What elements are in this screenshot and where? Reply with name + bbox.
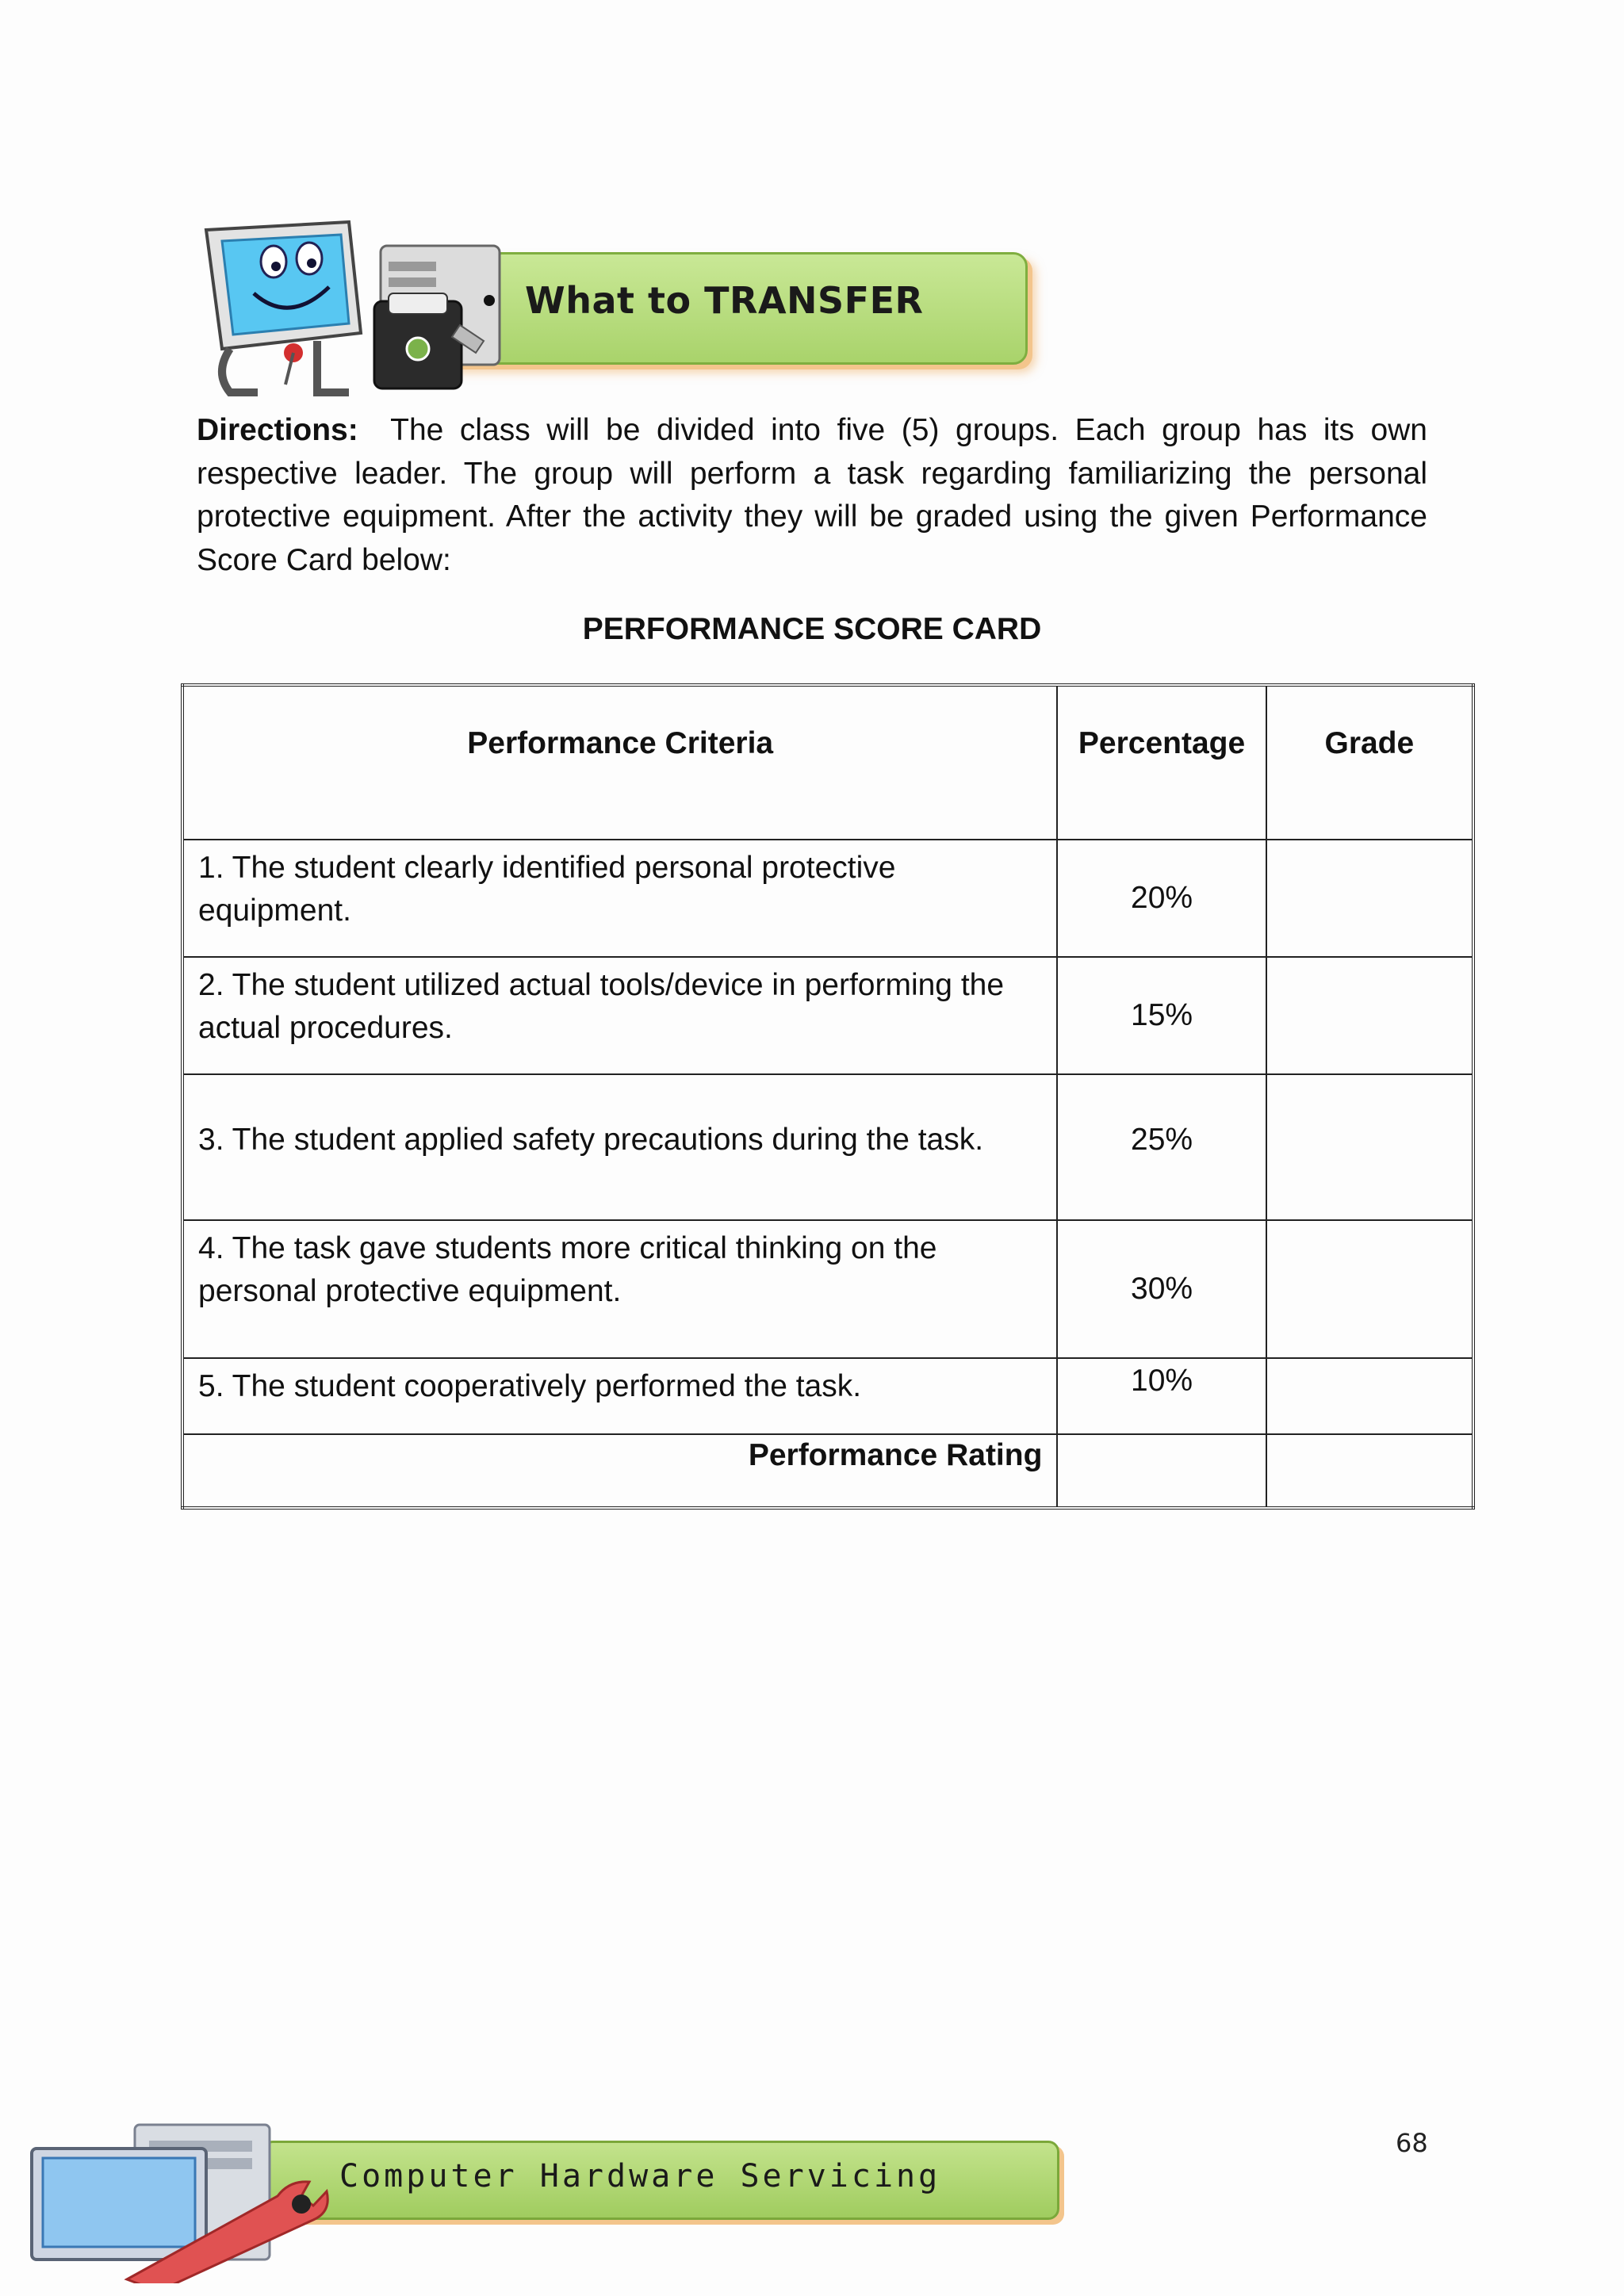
criteria-cell: 5. The student cooperatively performed the task. [182,1358,1057,1434]
table-row [182,1358,1473,1434]
directions-paragraph [197,409,1427,582]
column-header-percentage: Percentage [1057,685,1266,840]
rating-grade-cell[interactable] [1266,1434,1473,1508]
criteria-cell: 3. The student applied safety precautions during the task. [182,1074,1057,1220]
bullet-icon [484,295,495,306]
performance-score-card-table [181,683,1475,1510]
percentage-cell: 20% [1057,840,1266,957]
table-header-row [182,685,1473,840]
table-row [182,957,1473,1074]
criteria-cell: 2. The student utilized actual tools/device in performing the actual procedures. [182,957,1057,1074]
grade-cell[interactable] [1266,1074,1473,1220]
directions-label: Directions: [197,413,358,447]
performance-rating-label: Performance Rating [182,1434,1057,1508]
criteria-cell: 4. The task gave students more critical thinking on the personal protective equipment. [182,1220,1057,1358]
percentage-cell: 10% [1057,1358,1266,1434]
rating-row [182,1434,1473,1508]
criteria-cell: 1. The student clearly identified personal protective equipment. [182,840,1057,957]
table-row [182,840,1473,957]
page-number: 68 [1396,2128,1428,2158]
directions-text: The class will be divided into five (5) groups. Each group has its own respective leader. The group will perform a task regarding familiarizing the personal protective equipment. After the activity they will be graded using the given Performance Score Card below: [197,413,1427,577]
percentage-cell: 15% [1057,957,1266,1074]
column-header-grade: Grade [1266,685,1473,840]
rating-percentage-cell [1057,1434,1266,1508]
column-header-criteria: Performance Criteria [182,685,1057,840]
footer-title: Computer Hardware Servicing [339,2158,941,2195]
percentage-cell: 30% [1057,1220,1266,1358]
table-row [182,1074,1473,1220]
score-card-title: PERFORMANCE SCORE CARD [582,612,1042,646]
grade-cell[interactable] [1266,840,1473,957]
grade-cell[interactable] [1266,1220,1473,1358]
percentage-cell: 25% [1057,1074,1266,1220]
table-row [182,1220,1473,1358]
grade-cell[interactable] [1266,1358,1473,1434]
computer-wrench-icon [16,2109,1078,2283]
grade-cell[interactable] [1266,957,1473,1074]
section-title: What to TRANSFER [484,279,923,322]
